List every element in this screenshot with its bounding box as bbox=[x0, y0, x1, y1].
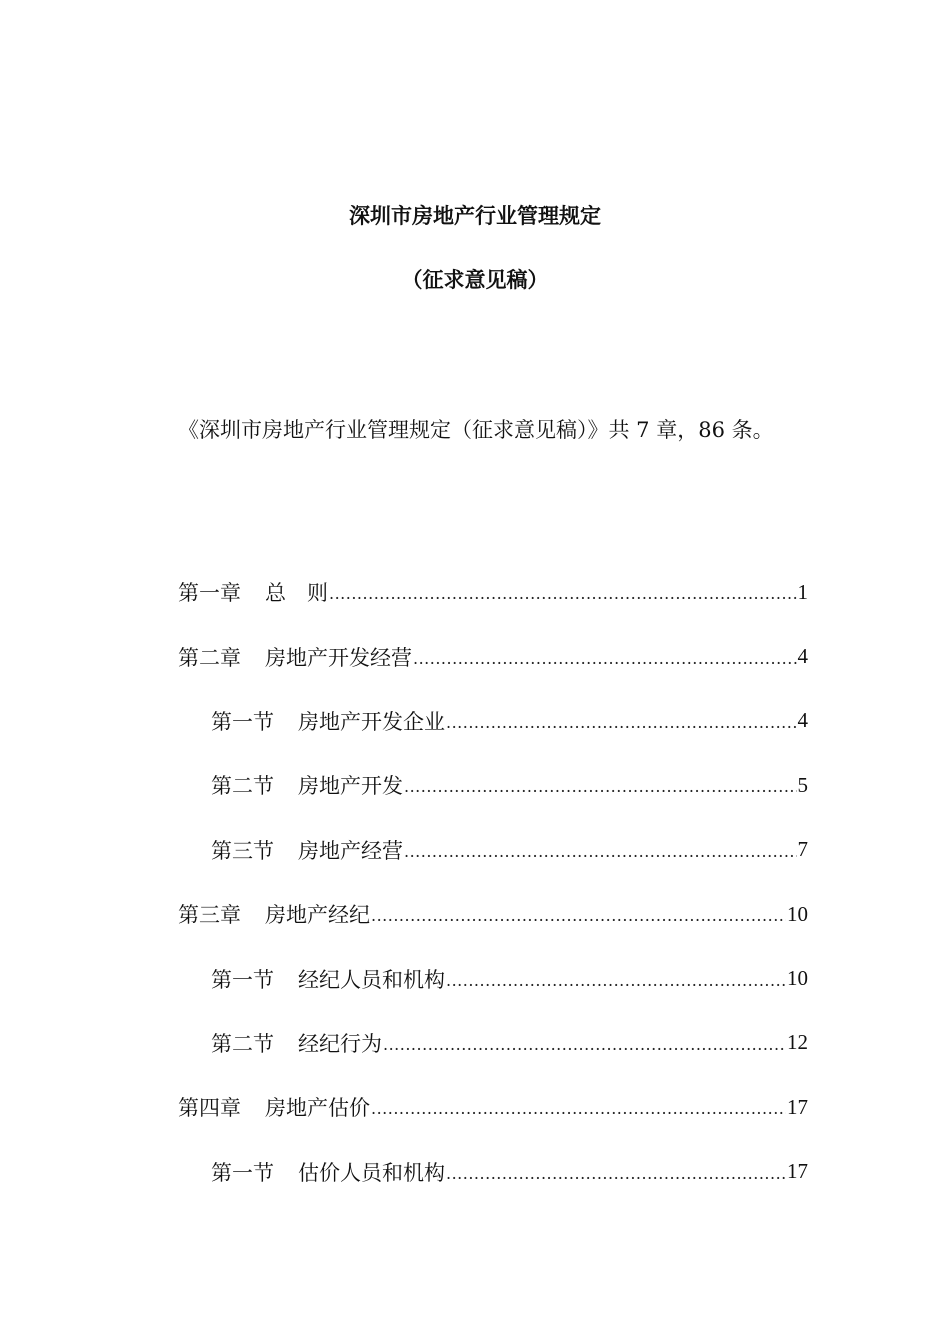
toc-entry-name: 房地产开发 bbox=[298, 774, 403, 799]
toc-entry-name: 房地产开发企业 bbox=[298, 709, 445, 734]
toc-page-number: 1 bbox=[797, 579, 808, 604]
toc-page-number: 10 bbox=[787, 901, 808, 926]
toc-entry-name: 房地产经营 bbox=[298, 838, 403, 863]
toc-entry-number: 第一章 bbox=[178, 581, 241, 606]
intro-paragraph: 《深圳市房地产行业管理规定（征求意见稿）》共 7 章，86 条。 bbox=[178, 418, 774, 442]
toc-entry-name: 房地产经纪 bbox=[265, 903, 370, 928]
document-subtitle: （征求意见稿） bbox=[401, 267, 549, 292]
toc-dot-leader bbox=[446, 1161, 786, 1183]
toc-entry-label bbox=[211, 835, 403, 865]
toc-page-number: 17 bbox=[787, 1094, 808, 1119]
toc-section-entry[interactable] bbox=[178, 689, 808, 753]
toc-section-entry[interactable] bbox=[178, 1011, 808, 1075]
toc-dot-leader bbox=[383, 1032, 786, 1054]
toc-dot-leader bbox=[404, 839, 797, 861]
document-title: 深圳市房地产行业管理规定 bbox=[349, 203, 601, 228]
toc-dot-leader bbox=[371, 903, 786, 925]
toc-entry-label bbox=[211, 706, 445, 736]
table-of-contents bbox=[178, 560, 808, 1204]
toc-dot-leader bbox=[446, 968, 786, 990]
toc-entry-label bbox=[211, 770, 403, 800]
toc-chapter-entry[interactable] bbox=[178, 560, 808, 624]
toc-page-number: 17 bbox=[787, 1159, 808, 1184]
toc-entry-number: 第二节 bbox=[211, 774, 274, 799]
toc-entry-number: 第一节 bbox=[211, 1160, 274, 1185]
toc-entry-label bbox=[178, 577, 328, 607]
toc-entry-name: 房地产估价 bbox=[265, 1096, 370, 1121]
toc-section-entry[interactable] bbox=[178, 1140, 808, 1204]
toc-dot-leader bbox=[446, 710, 797, 732]
toc-entry-name: 经纪行为 bbox=[298, 1031, 382, 1056]
toc-chapter-entry[interactable] bbox=[178, 1075, 808, 1139]
toc-page-number: 12 bbox=[787, 1030, 808, 1055]
toc-entry-number: 第三章 bbox=[178, 903, 241, 928]
toc-page-number: 10 bbox=[787, 966, 808, 991]
toc-section-entry[interactable] bbox=[178, 818, 808, 882]
toc-chapter-entry[interactable] bbox=[178, 624, 808, 688]
toc-entry-name: 经纪人员和机构 bbox=[298, 967, 445, 992]
toc-entry-label bbox=[178, 899, 370, 929]
toc-page-number: 4 bbox=[797, 644, 808, 669]
toc-entry-label bbox=[178, 642, 412, 672]
toc-page-number: 4 bbox=[797, 708, 808, 733]
toc-entry-number: 第二节 bbox=[211, 1031, 274, 1056]
toc-page-number: 5 bbox=[797, 772, 808, 797]
toc-entry-number: 第一节 bbox=[211, 709, 274, 734]
toc-entry-number: 第三节 bbox=[211, 838, 274, 863]
toc-dot-leader bbox=[413, 646, 797, 668]
toc-entry-number: 第四章 bbox=[178, 1096, 241, 1121]
toc-entry-name: 总 则 bbox=[265, 581, 328, 606]
toc-entry-label bbox=[211, 964, 445, 994]
toc-entry-name: 估价人员和机构 bbox=[298, 1160, 445, 1185]
toc-entry-name: 房地产开发经营 bbox=[265, 645, 412, 670]
toc-dot-leader bbox=[329, 581, 797, 603]
toc-entry-label bbox=[211, 1028, 382, 1058]
toc-entry-number: 第二章 bbox=[178, 645, 241, 670]
toc-entry-label bbox=[211, 1157, 445, 1187]
toc-dot-leader bbox=[371, 1096, 786, 1118]
toc-chapter-entry[interactable] bbox=[178, 882, 808, 946]
toc-section-entry[interactable] bbox=[178, 946, 808, 1010]
toc-page-number: 7 bbox=[797, 837, 808, 862]
toc-entry-label bbox=[178, 1092, 370, 1122]
toc-section-entry[interactable] bbox=[178, 753, 808, 817]
toc-dot-leader bbox=[404, 774, 797, 796]
toc-entry-number: 第一节 bbox=[211, 967, 274, 992]
